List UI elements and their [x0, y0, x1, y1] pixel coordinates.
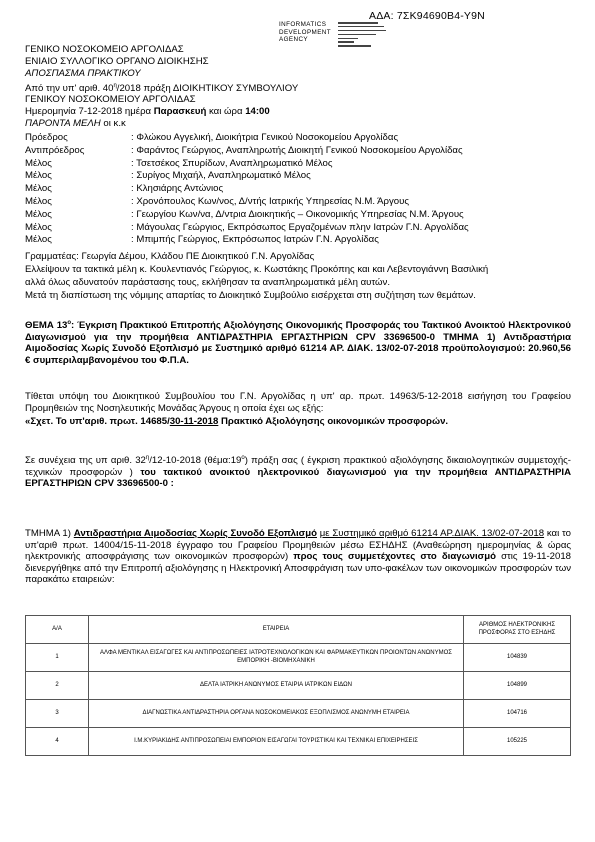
- member-role: Αντιπρόεδρος: [25, 145, 85, 156]
- cell-offer: 104839: [464, 644, 571, 672]
- member-role: Μέλος: [25, 158, 52, 169]
- member-row: [25, 158, 333, 169]
- member-row: [25, 145, 463, 156]
- meeting-date: Ημερομηνία 7-12-2018 ημέρα Παρασκευή και ώρα 14:00: [25, 106, 270, 117]
- member-role: Μέλος: [25, 234, 52, 245]
- excerpt-title: ΑΠΟΣΠΑΣΜΑ ΠΡΑΚΤΙΚΟΥ: [25, 68, 141, 79]
- intro-paragraph: Τίθεται υπόψη του Διοικητικού Συμβουλίου του Γ.Ν. Αργολίδας η υπ' αρ. πρωτ. 14963/5-12-2018 εισήγηση του Γραφείου Προμηθειών της Νοσηλευτικής Μονάδας Άργους η οποία έχει ως εξής:: [25, 391, 571, 414]
- member-name: : Μάγουλας Γεώργιος, Εκπρόσωπος Εργαζομένων πλην Ιατρών Γ.Ν. Αργολίδας: [131, 222, 469, 233]
- present-members-label: ΠΑΡΟΝΤΑ ΜΕΛΗ οι κ.κ: [25, 118, 126, 129]
- cell-offer: 104899: [464, 672, 571, 700]
- column-header-offer: ΑΡΙΘΜΟΣ ΗΛΕΚΤΡΟΝΙΚΗΣ ΠΡΟΣΦΟΡΑΣ ΣΤΟ ΕΣΗΔΗΣ: [464, 616, 571, 644]
- cell-company: ΑΛΦΑ ΜΕΝΤΙΚΑΛ ΕΙΣΑΓΩΓΕΣ ΚΑΙ ΑΝΤΙΠΡΟΣΩΠΕΙΕΣ ΙΑΤΡΟΤΕΧΝΟΛΟΓΙΚΩΝ ΚΑΙ ΦΑΡΜΑΚΕΥΤΙΚΩΝ ΠΡΟΙΟΝΤΩΝ ΑΝΩΝΥΜΟΣ ΕΜΠΟΡΙΚΗ -ΒΙΟΜΗΧΑΝΙΚΗ: [89, 644, 464, 672]
- quorum-note: Μετά τη διαπίστωση της νόμιμης απαρτίας το Διοικητικό Συμβούλιο εισέρχεται στη συζήτηση των θεμάτων.: [25, 290, 476, 301]
- reference-paragraph: «Σχετ. Το υπ'αριθ. πρωτ. 14685/30-11-2018 Πρακτικό Αξιολόγησης οικονομικών προσφορών.: [25, 416, 449, 427]
- cell-aa: 1: [26, 644, 89, 672]
- member-name: : Συρίγος Μιχαήλ, Αναπληρωματικό Μέλος: [131, 170, 311, 181]
- member-role: Μέλος: [25, 209, 52, 220]
- member-name: : Κλησιάρης Αντώνιος: [131, 183, 224, 194]
- cell-offer: 105225: [464, 728, 571, 756]
- member-row: [25, 132, 399, 143]
- ada-code: ΑΔΑ: 7ΣΚ94690Β4-Υ9Ν: [369, 10, 485, 22]
- member-role: Μέλος: [25, 196, 52, 207]
- stamp-signature-lines: [338, 22, 388, 49]
- member-row: [25, 183, 224, 194]
- cell-offer: 104716: [464, 700, 571, 728]
- member-row: [25, 209, 464, 220]
- member-name: : Γεωργίου Κων/να, Δ/ντρια Διοικητικής – Οικονομικής Υπηρεσίας Ν.Μ. Άργους: [131, 209, 464, 220]
- cell-aa: 2: [26, 672, 89, 700]
- member-name: : Μπιμπής Γεώργιος, Εκπρόσωπος Ιατρών Γ.Ν. Αργολίδας: [131, 234, 379, 245]
- member-role: Μέλος: [25, 170, 52, 181]
- board-name: ΕΝΙΑΙΟ ΣΥΛΛΟΓΙΚΟ ΟΡΓΑΝΟ ΔΙΟΙΚΗΣΗΣ: [25, 56, 209, 67]
- cell-company: ΔΕΛΤΑ ΙΑΤΡΙΚΗ ΑΝΩΝΥΜΟΣ ΕΤΑΙΡΙΑ ΙΑΤΡΙΚΩΝ ΕΙΔΩΝ: [89, 672, 464, 700]
- stamp-line: INFORMATICS: [279, 21, 327, 28]
- bidders-table: [25, 615, 571, 756]
- hospital-name-2: ΓΕΝΙΚΟΥ ΝΟΣΟΚΟΜΕΙΟΥ ΑΡΓΟΛΙΔΑΣ: [25, 94, 196, 105]
- lot-paragraph: ΤΜΗΜΑ 1) Αντιδραστήρια Αιμοδοσίας Χωρίς Συνοδό Εξοπλισμό με Συστημικό αριθμό 61214 ΑΡ.ΔΙΑΚ. 13/02-07-2018 και το υπ'αριθ πρωτ. 14004/15-11-2018 έγγραφο του Γραφείου Προμηθειών μέσω ΕΣΗΔΗΣ (Αναθεώρηση ημερομηνίας & ώρας ηλεκτρονικής αποσφράγισης των οικονομικών προσφορών) προς τους συμμετέχοντες στο διαγωνισμό στις 19-11-2018 διενεργήθηκε από την Επιτροπή αξιολόγησης η Ηλεκτρονική Αποσφράγιση των υπο-φακέλων των οικονομικών προσφορών των παρακάτω εταιρειών:: [25, 528, 571, 586]
- topic-heading: ΘΕΜΑ $13^o$: Έγκριση Πρακτικού Επιτροπής Αξιολόγησης Οικονομικής Προσφοράς του Τακτικού Ανοικτού Ηλεκτρονικού Διαγωνισμού για την προμήθεια ΑΝΤΙΔΡΑΣΤΗΡΙΑ ΕΡΓΑΣΤΗΡΙΩΝ CPV 33696500-0 ΤΜΗΜΑ 1) Αντιδραστήρια Αιμοδοσίας Χωρίς Συνοδό Εξοπλισμό με Συστημικό αριθμό 61214 ΑΡ. ΔΙΑΚ. 13/02-07-2018 προϋπολογισμού: 20.960,56 € συμπεριλαμβανομένου του Φ.Π.Α.: [25, 320, 571, 366]
- cell-company: ΔΙΑΓΝΩΣΤΙΚΑ ΑΝΤΙΔΡΑΣΤΗΡΙΑ ΟΡΓΑΝΑ ΝΟΣΟΚΟΜΕΙΑΚΟΣ ΕΞΟΠΛΙΣΜΟΣ ΑΝΩΝΥΜΗ ΕΤΑΙΡΕΙΑ: [89, 700, 464, 728]
- member-row: [25, 170, 311, 181]
- stamp-text: [279, 21, 331, 44]
- member-row: [25, 222, 469, 233]
- diavgeia-stamp: [279, 21, 389, 61]
- member-row: [25, 234, 379, 245]
- absent-note-2: αλλά όλως αδυνατούν παράστασης τους, εκλήθησαν τα αναπληρωματικά μέλη αυτών.: [25, 277, 391, 288]
- cell-company: Ι.Μ.ΚΥΡΙΑΚΙΔΗΣ ΑΝΤΙΠΡΟΣΩΠΕΙΑΙ ΕΜΠΟΡΙΟΝ ΕΙΣΑΓΩΓΑΙ ΤΟΥΡΙΣΤΙΚΑΙ ΚΑΙ ΤΕΧΝΙΚΑΙ ΕΠΙΧΕΙΡΗΣΕΙΣ: [89, 728, 464, 756]
- column-header-company: ΕΤΑΙΡΕΙΑ: [89, 616, 464, 644]
- member-name: : Φλώκου Αγγελική, Διοικήτρια Γενικού Νοσοκομείου Αργολίδας: [131, 132, 399, 143]
- stamp-line: AGENCY: [279, 36, 308, 44]
- act-reference: Από την υπ' αριθ. $40^\eta/2018$ πράξη ΔΙΟΙΚΗΤΙΚΟΥ ΣΥΜΒΟΥΛΙΟΥ: [25, 83, 299, 95]
- member-role: Μέλος: [25, 222, 52, 233]
- table-row: [26, 644, 571, 672]
- table-row: [26, 672, 571, 700]
- table-row: [26, 728, 571, 756]
- table-header-row: [26, 616, 571, 644]
- hospital-name: ΓΕΝΙΚΟ ΝΟΣΟΚΟΜΕΙΟ ΑΡΓΟΛΙΔΑΣ: [25, 44, 184, 55]
- member-row: [25, 196, 410, 207]
- continuation-paragraph: Σε συνέχεια της υπ αριθ. $32^\eta/12-10-2018$ $(\theta έ\mu\alpha:19^o)$ πράξη σας ( έγκριση πρακτικού αξιολόγησης δικαιολογητικών συμμετοχής-τεχνικών προσφορών ) του τακτικού ανοικτού ηλεκτρονικού διαγωνισμού για την προμήθεια ΑΝΤΙΔΡΑΣΤΗΡΙΑ ΕΡΓΑΣΤΗΡΙΩΝ CPV 33696500-0 :: [25, 455, 571, 490]
- member-role: Μέλος: [25, 183, 52, 194]
- member-name: : Χρονόπουλος Κων/νος, Δ/ντής Ιατρικής Υπηρεσίας Ν.Μ. Άργους: [131, 196, 410, 207]
- table-row: [26, 700, 571, 728]
- member-role: Πρόεδρος: [25, 132, 68, 143]
- cell-aa: 4: [26, 728, 89, 756]
- member-name: : Τσετσέκος Σπυρίδων, Αναπληρωματικό Μέλος: [131, 158, 333, 169]
- absent-note-1: Ελλείψουν τα τακτικά μέλη κ. Κουλεντιανός Γεώργιος, κ. Κωστάκης Προκόπης και και Λεβεντογιάννη Βασιλική: [25, 264, 489, 275]
- stamp-line: DEVELOPMENT: [279, 28, 331, 36]
- cell-aa: 3: [26, 700, 89, 728]
- secretary: Γραμματέας: Γεωργία Δέμου, Κλάδου ΠΕ Διοικητικού Γ.Ν. Αργολίδας: [25, 251, 315, 262]
- member-name: : Φαράντος Γεώργιος, Αναπληρωτής Διοικητή Γενικού Νοσοκομείου Αργολίδας: [131, 145, 463, 156]
- column-header-aa: Α/Α: [26, 616, 89, 644]
